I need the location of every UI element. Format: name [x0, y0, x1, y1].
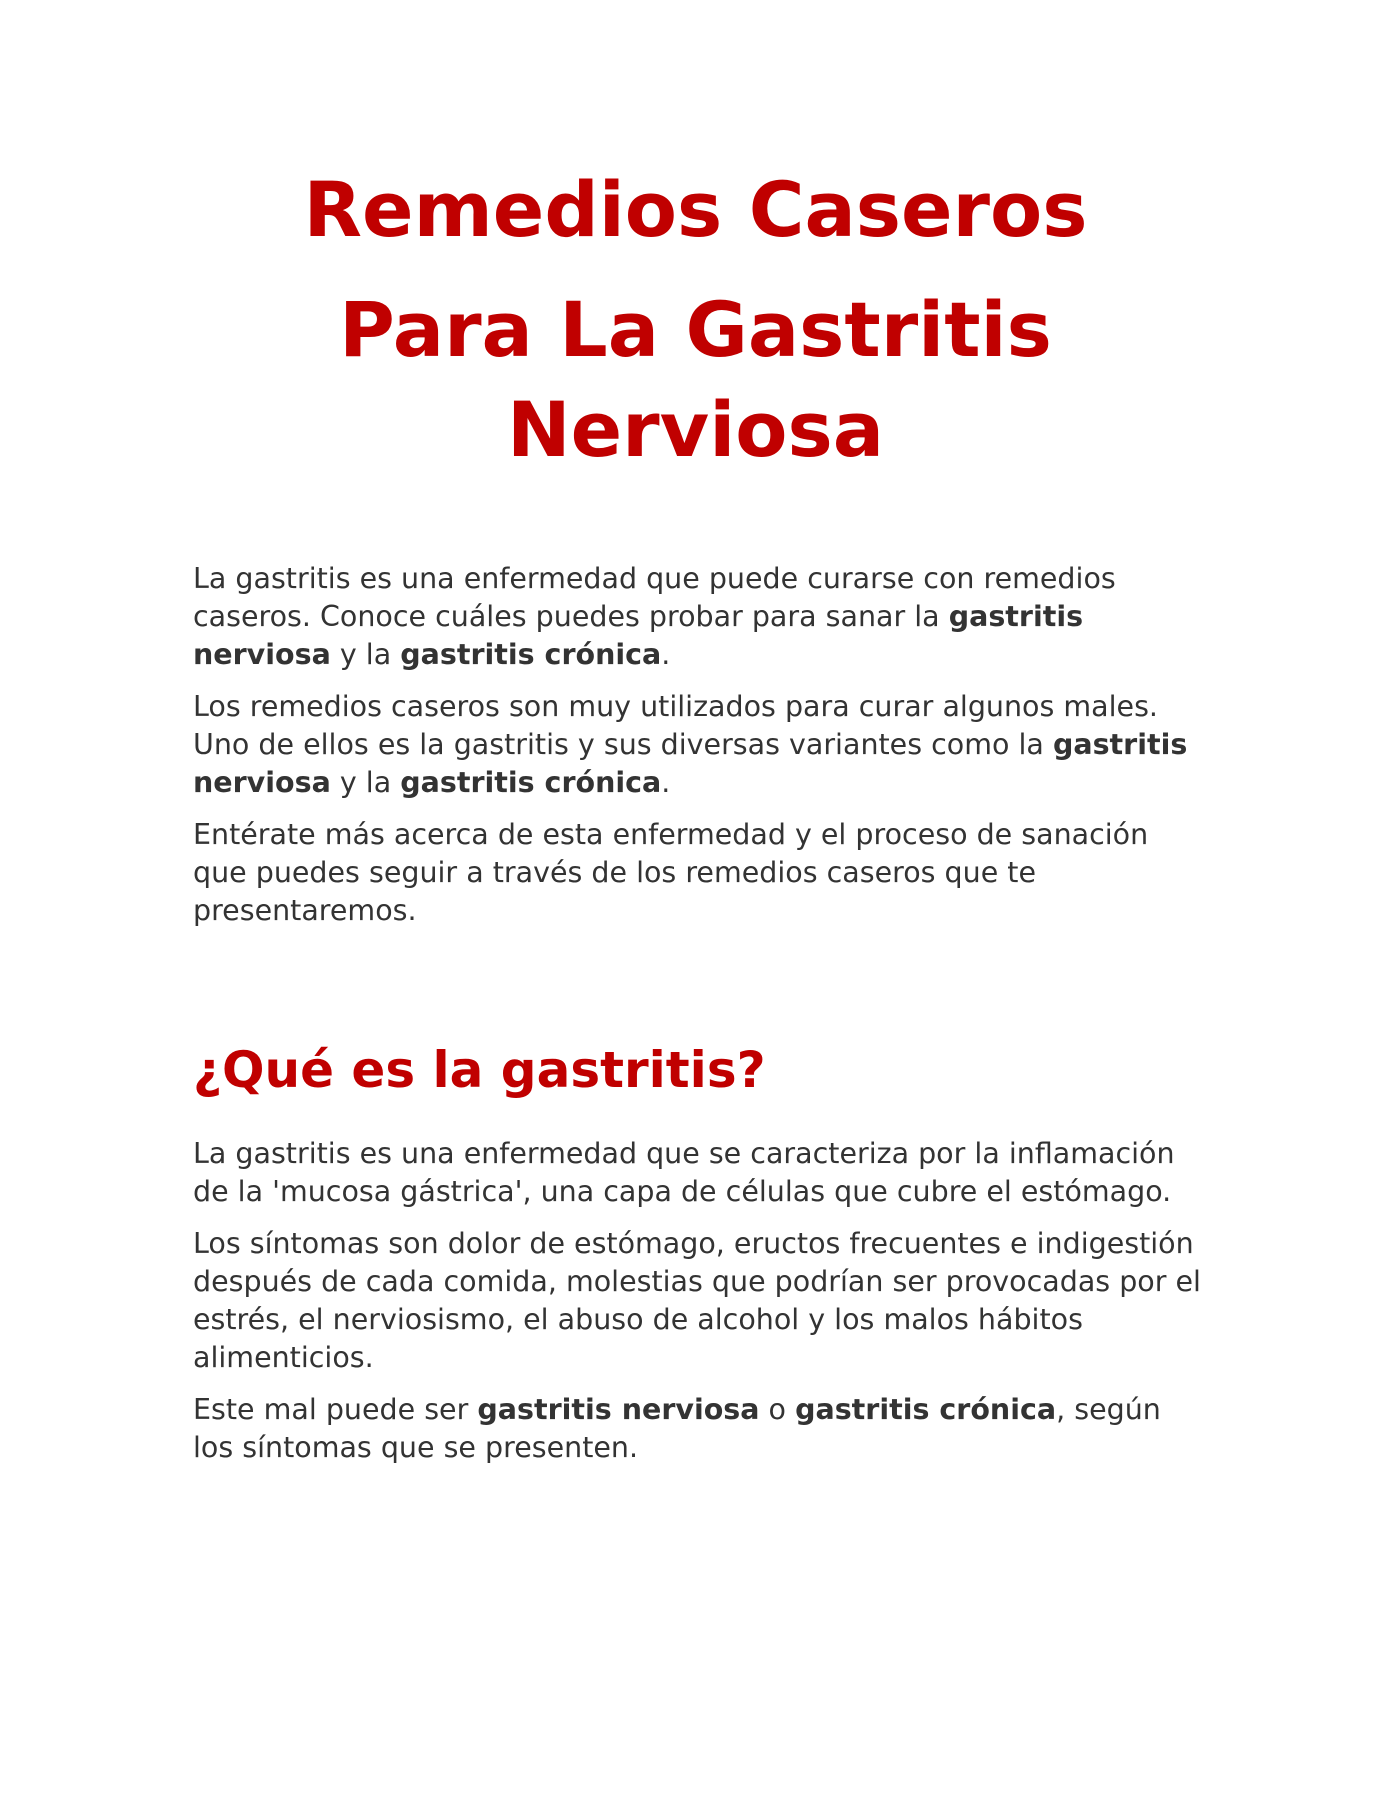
section-paragraph-2: Los síntomas son dolor de estómago, eructos frecuentes e indigestión después de cada comida, molestias que podrían ser provocadas por el estrés, el nerviosismo, el abuso de alcohol y los malos hábitos alimenticios.	[193, 1227, 1201, 1374]
intro-paragraph-1: La gastritis es una enfermedad que puede curarse con remedios caseros. Conoce cuáles puedes probar para sanar la gastritis nerviosa y la gastritis crónica.	[193, 562, 1116, 671]
bold-term: gastritis crónica	[400, 766, 662, 799]
what-is-gastritis-section	[193, 1035, 1203, 1481]
section-paragraph-3: Este mal puede ser gastritis nerviosa o gastritis crónica, según los síntomas que se presenten.	[193, 1393, 1161, 1464]
intro-paragraph-3: Entérate más acerca de esta enfermedad y el proceso de sanación que puedes seguir a través de los remedios caseros que te presentaremos.	[193, 818, 1149, 927]
bold-term: gastritis nerviosa	[193, 728, 1188, 799]
title-line-1: Remedios Caseros	[303, 165, 1088, 254]
bold-term: gastritis nerviosa	[477, 1393, 760, 1426]
section-heading: ¿Qué es la gastritis?	[193, 1041, 766, 1099]
intro-section	[193, 560, 1203, 944]
bold-term: gastritis crónica	[795, 1393, 1057, 1426]
document-title	[0, 160, 1391, 480]
intro-paragraph-2: Los remedios caseros son muy utilizados para curar algunos males. Uno de ellos es la gastritis y sus diversas variantes como la gastritis nerviosa y la gastritis crónica.	[193, 690, 1188, 799]
bold-term: gastritis nerviosa	[193, 600, 1084, 671]
title-line-2: Para La Gastritis Nerviosa	[339, 285, 1052, 474]
bold-term: gastritis crónica	[400, 638, 662, 671]
section-paragraph-1: La gastritis es una enfermedad que se caracteriza por la inflamación de la 'mucosa gástrica', una capa de células que cubre el estómago.	[193, 1137, 1175, 1208]
